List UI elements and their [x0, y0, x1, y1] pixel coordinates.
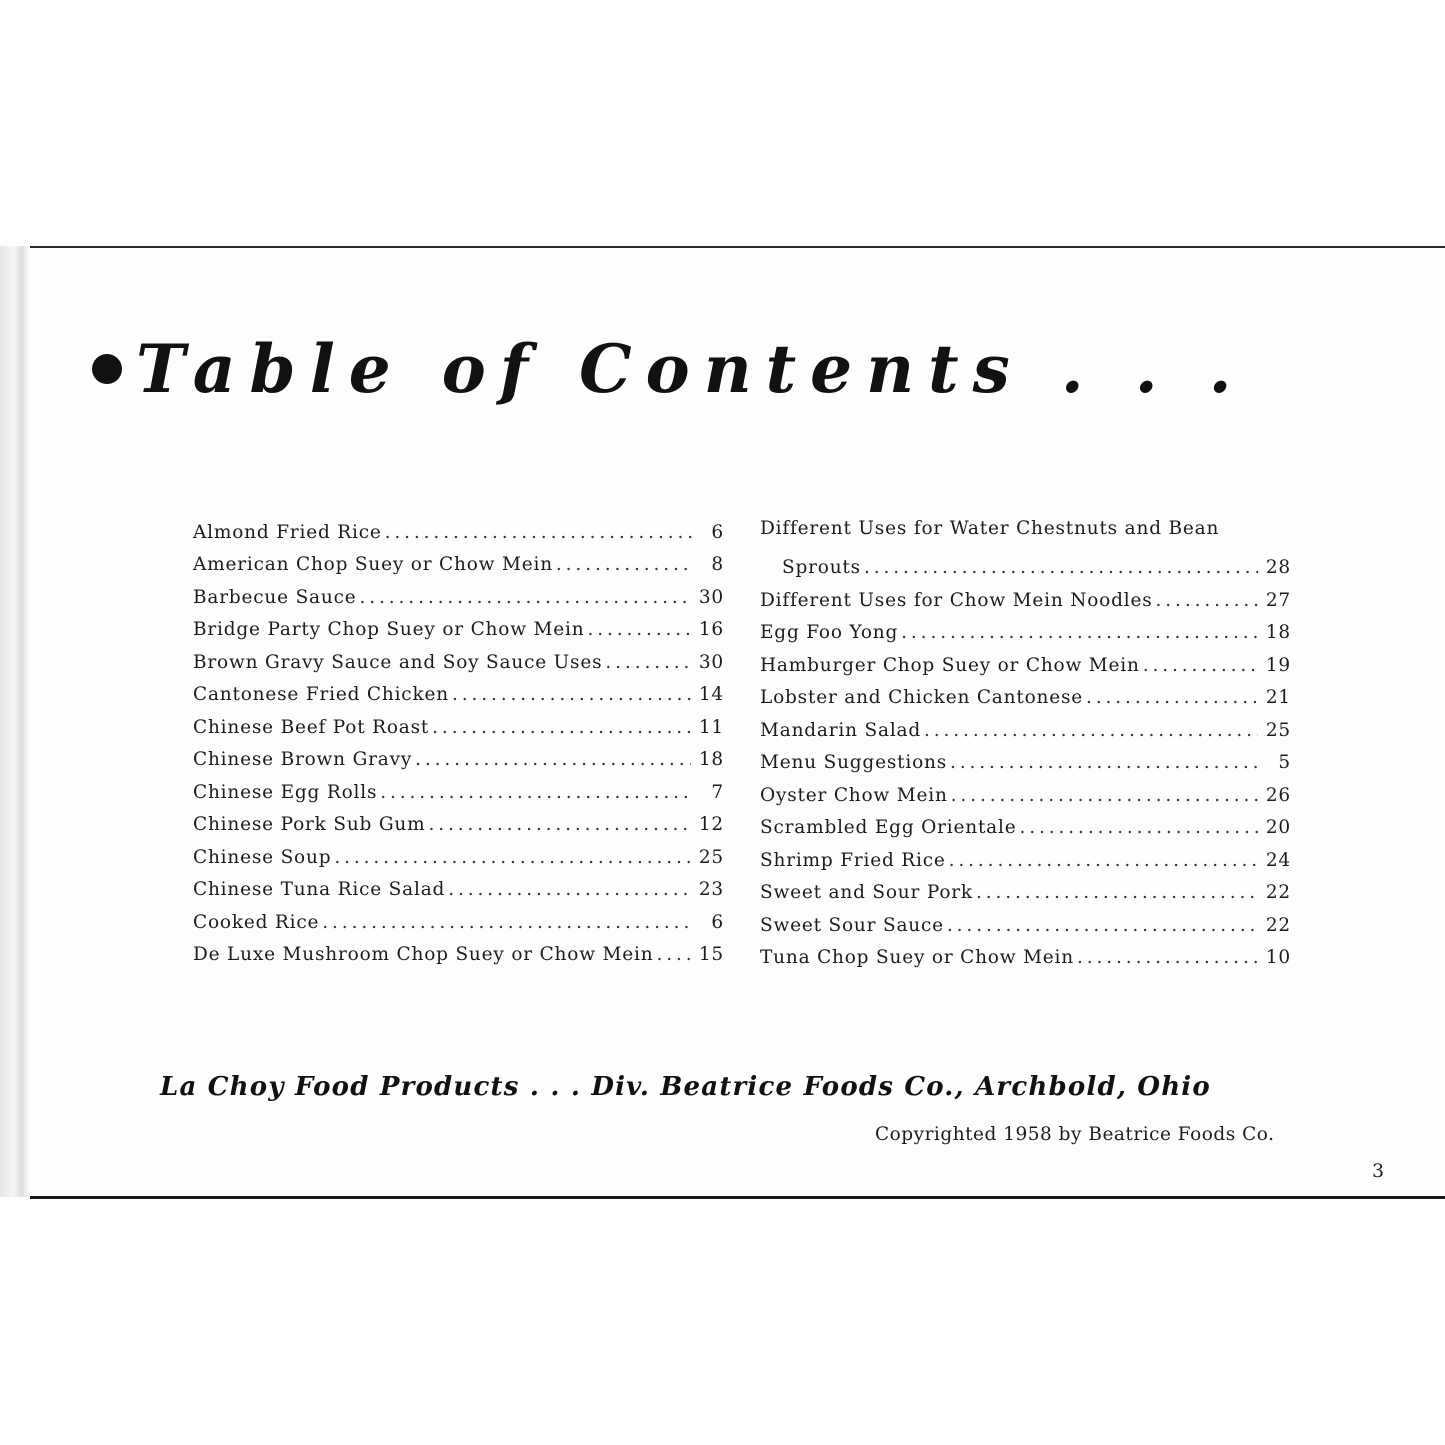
dot-leader [429, 814, 691, 835]
toc-entry-title: Chinese Brown Gravy [193, 749, 413, 770]
toc-entry-page: 30 [698, 651, 724, 673]
toc-entry [760, 513, 1291, 578]
dot-leader [864, 557, 1258, 578]
dot-leader [360, 587, 691, 608]
toc-entry [760, 773, 1291, 806]
page-number: 3 [1372, 1160, 1385, 1182]
toc-entry-title: Mandarin Salad [760, 719, 922, 741]
dot-leader [452, 684, 691, 705]
dot-leader [380, 782, 694, 803]
toc-entry-page: 21 [1265, 687, 1291, 708]
toc-entry-title-continued: Sprouts [782, 557, 861, 578]
page-title-text: Table of Contents . . . [136, 330, 1246, 408]
toc-entry-page: 23 [698, 879, 724, 900]
dot-leader [605, 652, 690, 673]
toc-entry [193, 868, 724, 901]
toc-entry-page: 18 [1265, 622, 1291, 643]
toc-entry-title: Almond Fried Rice [193, 521, 382, 543]
toc-entry [760, 838, 1291, 871]
toc-entry-page: 24 [1265, 849, 1291, 871]
toc-entry [760, 611, 1291, 644]
dot-leader [1019, 817, 1257, 838]
toc-entry-title: Scrambled Egg Orientale [760, 817, 1017, 838]
toc-entry-title: Chinese Soup [193, 846, 332, 868]
toc-entry-title: Egg Foo Yong [760, 622, 899, 643]
toc-entry-page: 7 [711, 781, 724, 803]
dot-leader [432, 717, 691, 738]
toc-entry [760, 806, 1291, 839]
toc-entry-title: Sweet and Sour Pork [760, 882, 973, 903]
toc-entry-page: 19 [1265, 654, 1291, 676]
toc-entry-title: Lobster and Chicken Cantonese [760, 687, 1084, 708]
toc-entry [760, 676, 1291, 709]
toc-entry-page: 22 [1265, 914, 1291, 936]
toc-entry-page: 14 [698, 684, 724, 705]
toc-entry [760, 741, 1291, 774]
toc-entry-page: 10 [1265, 947, 1291, 968]
toc-entry [193, 900, 724, 933]
toc-entry-title: Menu Suggestions [760, 752, 948, 773]
toc-entry-page: 12 [698, 814, 724, 835]
toc-entry-title: Brown Gravy Sauce and Soy Sauce Uses [193, 651, 603, 673]
dot-leader [1086, 687, 1258, 708]
dot-leader [587, 619, 690, 640]
toc-entry [193, 543, 724, 576]
toc-entry-title: Chinese Egg Rolls [193, 781, 378, 803]
toc-entry [193, 770, 724, 803]
toc-entry [760, 708, 1291, 741]
toc-entry-title: American Chop Suey or Chow Mein [193, 554, 553, 575]
toc-entry [193, 705, 724, 738]
toc-entry-title: Chinese Beef Pot Roast [193, 716, 430, 738]
dot-leader [951, 785, 1258, 806]
toc-entry [193, 803, 724, 836]
copyright-notice: Copyrighted 1958 by Beatrice Foods Co. [875, 1124, 1275, 1145]
toc-entry-title: Chinese Tuna Rice Salad [193, 879, 446, 900]
dot-leader [1143, 655, 1258, 676]
toc-entry-page: 25 [1265, 719, 1291, 741]
dot-leader [949, 850, 1258, 871]
toc-entry [193, 835, 724, 868]
toc-entry [760, 936, 1291, 969]
toc-entry [760, 871, 1291, 904]
dot-leader [1156, 590, 1258, 611]
toc-entry [760, 578, 1291, 611]
toc-entry-title: Cantonese Fried Chicken [193, 684, 449, 705]
dot-leader [901, 622, 1258, 643]
toc-entry [193, 575, 724, 608]
dot-leader [322, 912, 694, 933]
toc-entry-title: Shrimp Fried Rice [760, 849, 946, 871]
publisher-line: La Choy Food Products . . . Div. Beatrice Foods Co., Archbold, Ohio [160, 1072, 1211, 1102]
toc-entry-page: 20 [1265, 817, 1291, 838]
toc-entry-title: Different Uses for Chow Mein Noodles [760, 589, 1153, 611]
toc-entry-page: 25 [698, 846, 724, 868]
toc-entry-page: 28 [1265, 557, 1291, 578]
toc-entry-title: Chinese Pork Sub Gum [193, 814, 426, 835]
dot-leader [448, 879, 691, 900]
toc-entry-page: 11 [698, 716, 724, 738]
toc-entry-page: 15 [698, 944, 724, 965]
dot-leader [334, 847, 691, 868]
toc-entry-title: Tuna Chop Suey or Chow Mein [760, 947, 1074, 968]
toc-entry-page: 6 [711, 911, 724, 933]
toc-entry-title: Cooked Rice [193, 911, 320, 933]
toc-entry-title: De Luxe Mushroom Chop Suey or Chow Mein [193, 944, 654, 965]
toc-entry-page: 27 [1265, 589, 1291, 611]
toc-entry-page: 22 [1265, 882, 1291, 903]
toc-entry-page: 26 [1265, 784, 1291, 806]
toc-entry-title: Barbecue Sauce [193, 586, 357, 608]
toc-entry-page: 16 [698, 619, 724, 640]
toc-entry [193, 673, 724, 706]
toc-entry-page: 6 [711, 521, 724, 543]
toc-entry-page: 30 [698, 586, 724, 608]
dot-leader [947, 915, 1258, 936]
bullet-icon [92, 354, 122, 384]
toc-entry-page: 18 [698, 749, 724, 770]
toc-entry [193, 933, 724, 966]
toc-entry [193, 640, 724, 673]
toc-entry-title: Sweet Sour Sauce [760, 914, 944, 936]
toc-entry-title: Different Uses for Water Chestnuts and Bean [760, 518, 1220, 539]
page-title [92, 330, 1246, 408]
dot-leader [924, 720, 1258, 741]
toc-entry-title: Oyster Chow Mein [760, 784, 948, 806]
toc-entry [193, 608, 724, 641]
toc-column-right [760, 513, 1291, 968]
toc-entry [193, 738, 724, 771]
toc-column-left [193, 510, 724, 965]
dot-leader [950, 752, 1261, 773]
dot-leader [1077, 947, 1258, 968]
dot-leader [976, 882, 1258, 903]
toc-entry [193, 510, 724, 543]
book-spine [0, 246, 34, 1197]
dot-leader [415, 749, 691, 770]
toc-entry [760, 643, 1291, 676]
toc-entry-title: Hamburger Chop Suey or Chow Mein [760, 654, 1140, 676]
dot-leader [556, 554, 694, 575]
toc-entry-title: Bridge Party Chop Suey or Chow Mein [193, 619, 585, 640]
toc-entry-page: 8 [711, 554, 724, 575]
toc-entry-page: 5 [1278, 752, 1291, 773]
toc-entry [760, 903, 1291, 936]
dot-leader [385, 522, 694, 543]
dot-leader [656, 944, 690, 965]
